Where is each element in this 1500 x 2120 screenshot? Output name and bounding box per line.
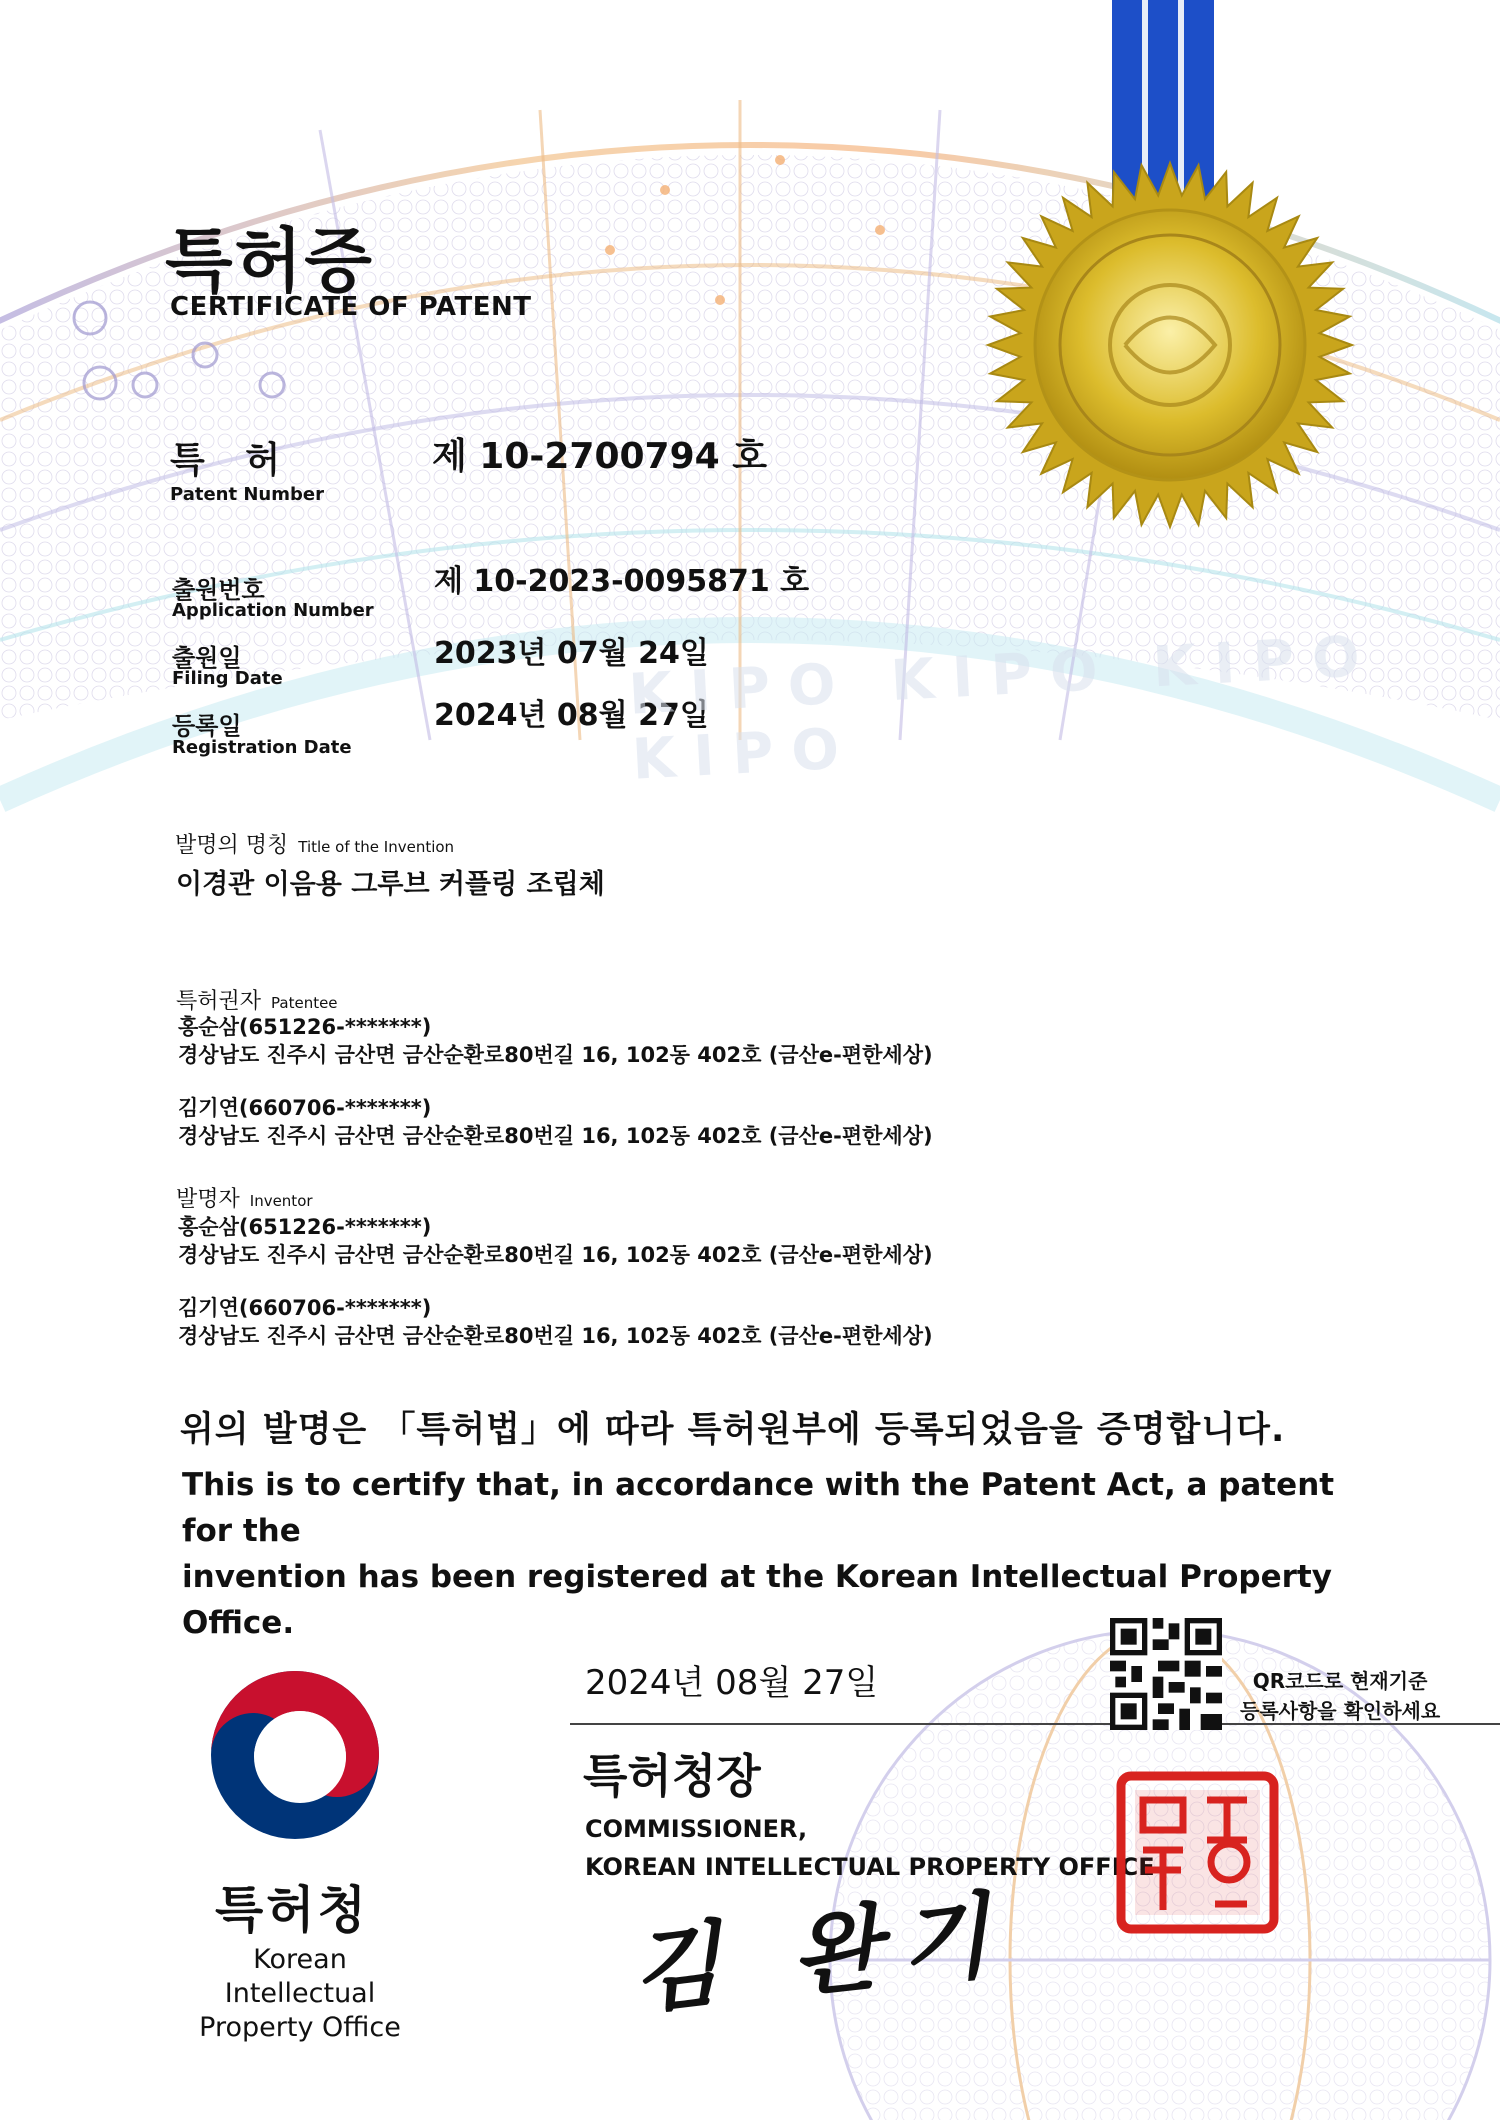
commissioner-title-en: COMMISSIONER, KOREAN INTELLECTUAL PROPERTY OFFICE	[585, 1815, 1155, 1881]
kipo-watermark: KIPO KIPO KIPO KIPO	[627, 623, 1380, 793]
patent-number-value: 제 10-2700794 호	[432, 436, 767, 477]
certification-statement-en: This is to certify that, in accordance with the Patent Act, a patent for the invention has been registered at the Korean Intellectual Property Office.	[182, 1467, 1335, 1641]
certificate-title-en: CERTIFICATE OF PATENT	[170, 292, 532, 322]
filing-date-label-en: Filing Date	[172, 668, 283, 689]
invention-label: 발명의 명칭 Title of the Invention	[175, 833, 455, 858]
certificate-title-ko: 특허증	[165, 220, 374, 302]
qr-instruction: QR코드로 현재기준 등록사항을 확인하세요	[1240, 1669, 1441, 1723]
application-number-label-ko: 출원번호	[172, 576, 265, 604]
inventor-2	[178, 1294, 933, 1350]
office-name-en: Korean Intellectual Property Office	[199, 1944, 401, 2043]
commissioner-title-ko: 특허청장	[583, 1749, 761, 1803]
taegeuk-logo	[205, 1665, 385, 1845]
commissioner-signature: 김 완기	[626, 1879, 1014, 2027]
patentee-2-name: 김기연(660706-*******)	[178, 1096, 432, 1120]
registration-date-value: 2024년 08월 27일	[434, 698, 709, 733]
official-seal	[1115, 1770, 1280, 1935]
patentee-2-address: 경상남도 진주시 금산면 금산순환로80번길 16, 102동 402호 (금산e-편한세상)	[178, 1124, 933, 1148]
office-name-ko: 특허청	[215, 1881, 369, 1939]
inventor-2-name: 김기연(660706-*******)	[178, 1296, 432, 1320]
invention-title: 이경관 이음용 그루브 커플링 조립체	[176, 869, 605, 900]
patentee-label: 특허권자 Patentee	[176, 989, 338, 1014]
application-number-value: 제 10-2023-0095871 호	[434, 564, 810, 599]
inventor-label: 발명자 Inventor	[176, 1187, 313, 1212]
inventor-1-name: 홍순삼(651226-*******)	[178, 1215, 432, 1239]
inventor-1	[178, 1213, 933, 1269]
filing-date-value: 2023년 07월 24일	[434, 636, 709, 671]
patent-number-label-en: Patent Number	[170, 484, 324, 505]
filing-date-label-ko: 출원일	[172, 644, 242, 672]
issue-date: 2024년 08월 27일	[585, 1663, 879, 1703]
patent-number-label-ko: 특 허	[170, 440, 295, 481]
inventor-2-address: 경상남도 진주시 금산면 금산순환로80번길 16, 102동 402호 (금산e-편한세상)	[178, 1324, 933, 1348]
inventor-1-address: 경상남도 진주시 금산면 금산순환로80번길 16, 102동 402호 (금산e-편한세상)	[178, 1243, 933, 1267]
patentee-2	[178, 1094, 933, 1150]
registration-date-label-en: Registration Date	[172, 737, 352, 758]
qr-code[interactable]	[1110, 1618, 1222, 1730]
gold-seal	[988, 163, 1352, 527]
patentee-1-address: 경상남도 진주시 금산면 금산순환로80번길 16, 102동 402호 (금산e-편한세상)	[178, 1043, 933, 1067]
patentee-1-name: 홍순삼(651226-*******)	[178, 1015, 432, 1039]
registration-date-label-ko: 등록일	[172, 712, 242, 740]
certification-statement-ko: 위의 발명은 「특허법」에 따라 특허원부에 등록되었음을 증명합니다.	[180, 1410, 1286, 1450]
patentee-1	[178, 1013, 933, 1069]
application-number-label-en: Application Number	[172, 600, 374, 621]
